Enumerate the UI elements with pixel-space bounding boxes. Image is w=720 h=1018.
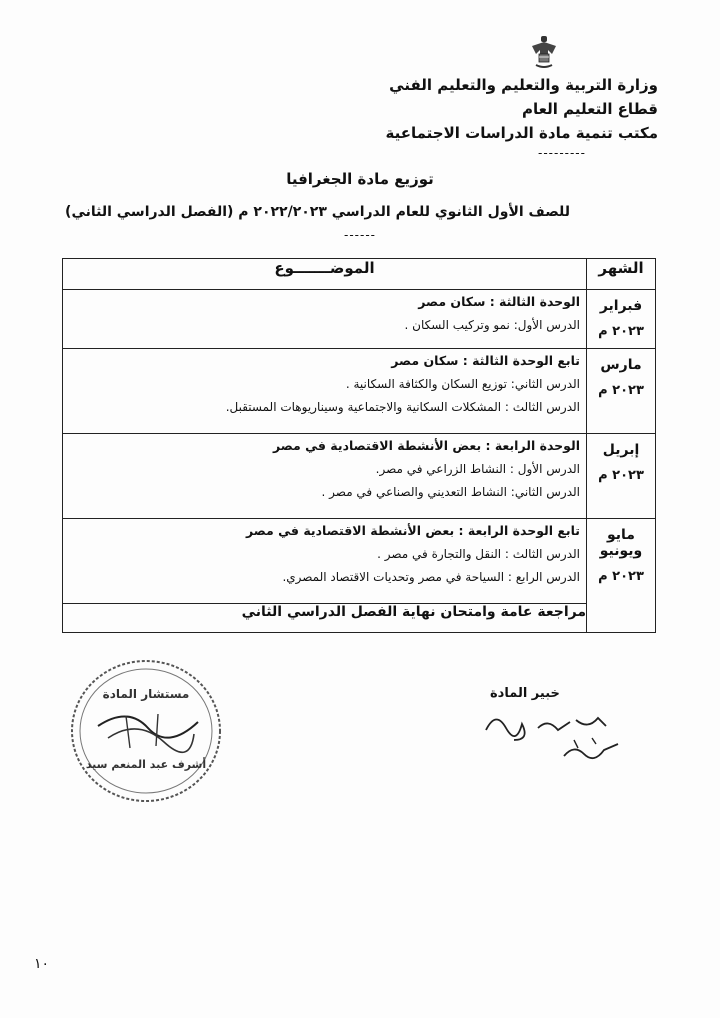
office-name: مكتب تنمية مادة الدراسات الاجتماعية [385, 124, 658, 142]
unit-title: تابع الوحدة الرابعة : بعض الأنشطة الاقتصادية في مصر [245, 523, 580, 538]
lesson-item: الدرس الثاني: النشاط التعديني والصناعي في مصر . [321, 485, 580, 499]
advisor-stamp [68, 656, 224, 806]
unit-title: الوحدة الرابعة : بعض الأنشطة الاقتصادية في مصر [272, 438, 580, 453]
lesson-item: الدرس الأول: نمو وتركيب السكان . [404, 318, 580, 332]
page-number: ١٠ [34, 956, 50, 972]
title-divider: ------ [344, 228, 376, 242]
month-year: ٢٠٢٣ م [598, 383, 644, 398]
unit-title: تابع الوحدة الثالثة : سكان مصر [391, 353, 580, 368]
eagle-emblem-icon [528, 32, 560, 70]
table-row [63, 519, 656, 604]
lesson-item: الدرس الأول : النشاط الزراعي في مصر. [375, 462, 580, 476]
stamp-title: مستشار المادة [102, 687, 190, 701]
month-name: إبريل [602, 442, 640, 458]
sector-name: قطاع التعليم العام [522, 100, 658, 118]
month-cell [587, 519, 656, 633]
table-header-row [63, 259, 656, 290]
topic-cell [63, 434, 587, 519]
header-divider: --------- [538, 146, 586, 160]
header-topic: الموضـــــــوع [63, 259, 587, 290]
review-row [63, 604, 656, 633]
month-name: مارس [600, 357, 642, 373]
review-note: مراجعة عامة وامتحان نهاية الفصل الدراسي الثاني [63, 604, 587, 633]
table-row [63, 290, 656, 349]
month-name: مايو ويونيو [599, 527, 643, 559]
month-cell [587, 434, 656, 519]
topic-cell [63, 349, 587, 434]
month-name: فبراير [599, 298, 643, 314]
month-cell [587, 349, 656, 434]
document-title: توزيع مادة الجغرافيا [286, 170, 434, 188]
stamp-name: أشرف عبد المنعم سيد [85, 758, 207, 771]
document-subtitle: للصف الأول الثانوي للعام الدراسي ٢٠٢٢/٢٠٢٣ م (الفصل الدراسي الثاني) [65, 204, 570, 220]
lesson-item: الدرس الثالث : النقل والتجارة في مصر . [377, 547, 580, 561]
expert-label: خبير المادة [490, 686, 560, 701]
table-row [63, 349, 656, 434]
expert-signature [478, 700, 628, 770]
topic-cell [63, 519, 587, 604]
month-year: ٢٠٢٣ م [598, 324, 644, 339]
month-year: ٢٠٢٣ م [598, 569, 644, 584]
topic-cell [63, 290, 587, 349]
lesson-item: الدرس الثالث : المشكلات السكانية والاجتماعية وسيناريوهات المستقبل. [225, 400, 580, 414]
distribution-table [62, 258, 656, 633]
lesson-item: الدرس الرابع : السياحة في مصر وتحديات الاقتصاد المصري. [282, 570, 580, 584]
month-cell [587, 290, 656, 349]
unit-title: الوحدة الثالثة : سكان مصر [418, 294, 580, 309]
month-year: ٢٠٢٣ م [598, 468, 644, 483]
ministry-name: وزارة التربية والتعليم والتعليم الفني [389, 76, 658, 94]
header-month: الشهر [587, 259, 656, 290]
table-row [63, 434, 656, 519]
lesson-item: الدرس الثاني: توزيع السكان والكثافة السكانية . [345, 377, 580, 391]
